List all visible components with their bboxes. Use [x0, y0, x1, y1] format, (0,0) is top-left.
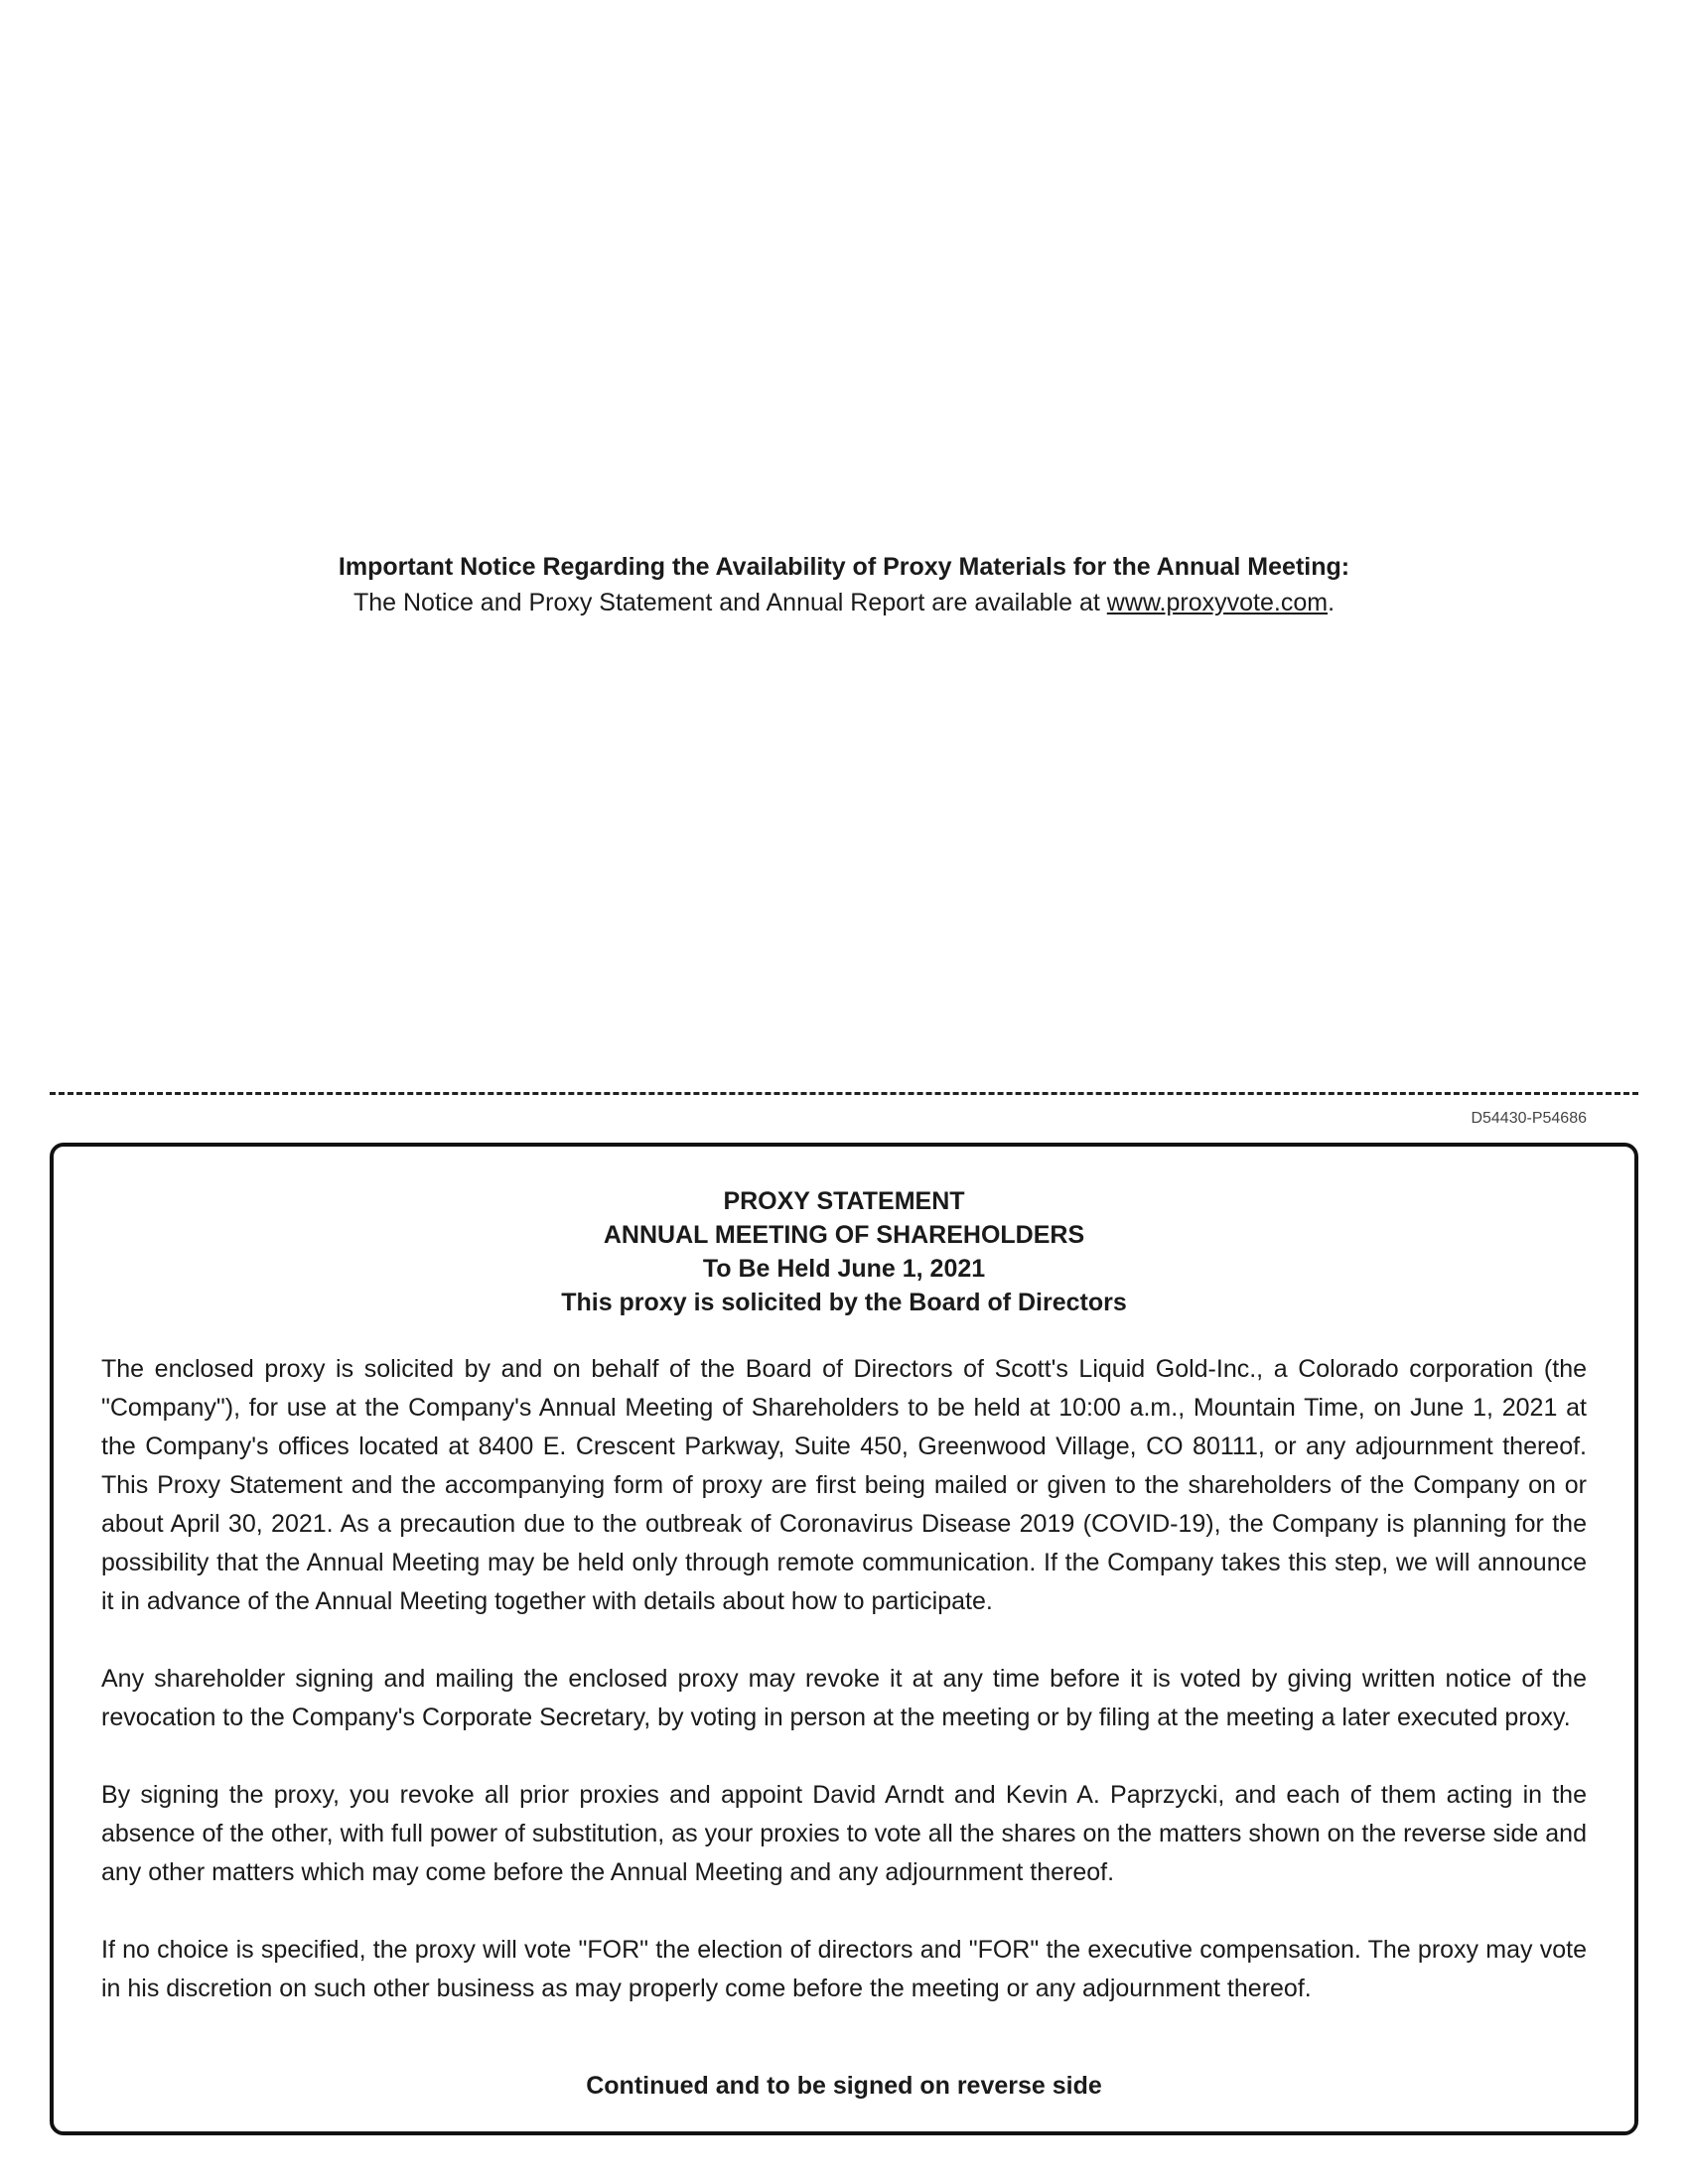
continued-footer: Continued and to be signed on reverse side [586, 2072, 1102, 2100]
proxy-title: PROXY STATEMENT [723, 1187, 965, 1215]
proxyvote-link[interactable]: www.proxyvote.com [1106, 589, 1329, 616]
meeting-date: To Be Held June 1, 2021 [702, 1255, 986, 1283]
solicitation-line: This proxy is solicited by the Board of Directors [561, 1289, 1127, 1316]
paragraph-default-vote: If no choice is specified, the proxy will vote "FOR" the election of directors and "FOR" the executive compensation. The proxy may vote in his discretion on such other business as may properly come before the meeting or any adjournment thereof. [101, 1936, 1587, 2002]
paragraph-revocation: Any shareholder signing and mailing the enclosed proxy may revoke it at any time before it is voted by giving written notice of the revocation to the Company's Corporate Secretary, by voting in person at the meeting or by filing at the meeting a later executed proxy. [101, 1665, 1587, 1731]
meeting-title: ANNUAL MEETING OF SHAREHOLDERS [603, 1221, 1085, 1249]
notice-line-suffix: . [1328, 589, 1336, 616]
proxy-statement-box [50, 1143, 1638, 2135]
proxy-body [101, 1350, 1587, 2047]
notice-title: Important Notice Regarding the Availability of Proxy Materials for the Annual Meeting: [338, 553, 1350, 581]
paragraph-appointment: By signing the proxy, you revoke all prior proxies and appoint David Arndt and Kevin A. Paprzycki, and each of them acting in the absence of the other, with full power of substitution, as your proxies to vote all the shares on the matters shown on the reverse side and any other matters which may come before the Annual Meeting and any adjournment thereof. [101, 1781, 1587, 1886]
perforation-line [50, 1092, 1638, 1095]
paragraph-solicitation: The enclosed proxy is solicited by and on behalf of the Board of Directors of Scott's Liquid Gold-Inc., a Colorado corporation (the "Company"), for use at the Company's Annual Meeting of Shareholders to be held at 10:00 a.m., Mountain Time, on June 1, 2021 at the Company's offices located at 8400 E. Crescent Parkway, Suite 450, Greenwood Village, CO 80111, or any adjournment thereof. This Proxy Statement and the accompanying form of proxy are first being mailed or given to the shareholders of the Company on or about April 30, 2021. As a precaution due to the outbreak of Coronavirus Disease 2019 (COVID-19), the Company is planning for the possibility that the Annual Meeting may be held only through remote communication. If the Company takes this step, we will announce it in advance of the Annual Meeting together with details about how to participate. [101, 1355, 1587, 1615]
notice-line-prefix: The Notice and Proxy Statement and Annual Report are available at [352, 589, 1107, 616]
availability-notice [0, 549, 1688, 620]
notice-line [0, 585, 1688, 620]
job-code: D54430-P54686 [1471, 1110, 1587, 1127]
proxy-header [54, 1184, 1634, 1319]
